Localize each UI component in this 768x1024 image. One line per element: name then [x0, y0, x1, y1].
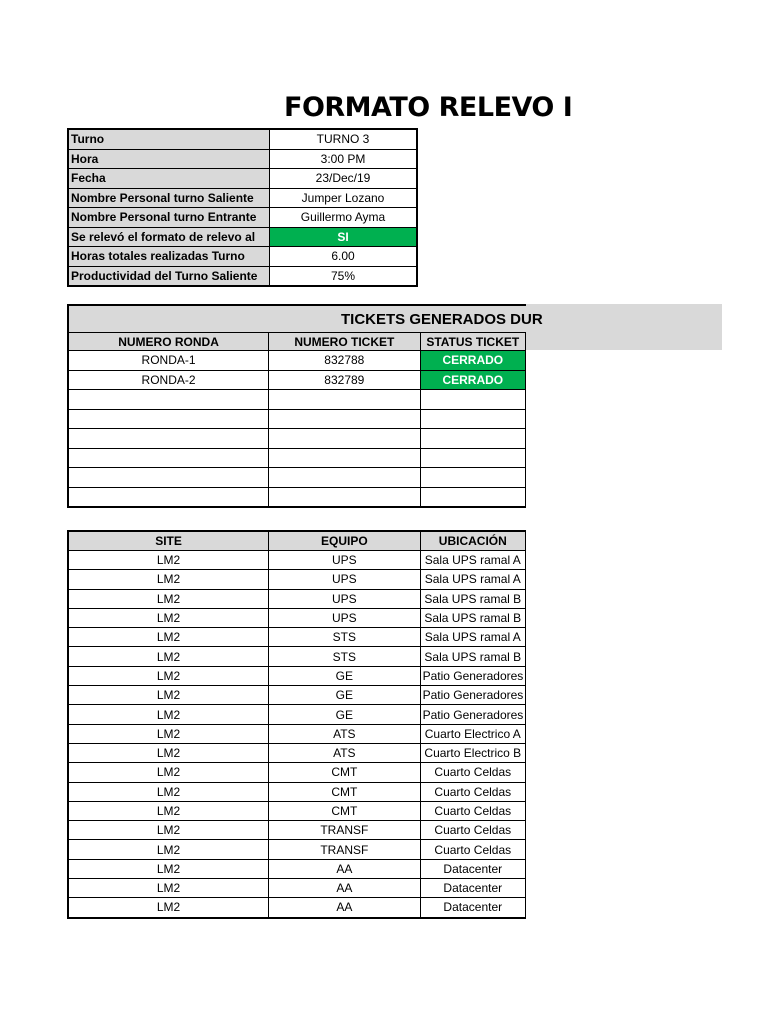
empty-cell[interactable]: [420, 448, 525, 468]
ubicacion-cell[interactable]: Cuarto Celdas: [420, 763, 525, 782]
empty-row: [68, 429, 526, 449]
table-row: [68, 801, 526, 820]
ubicacion-cell[interactable]: Sala UPS ramal A: [420, 570, 525, 589]
empty-cell[interactable]: [269, 409, 420, 429]
empty-row: [68, 390, 526, 410]
table-row: [68, 782, 526, 801]
info-value[interactable]: 75%: [270, 266, 418, 286]
equipo-cell[interactable]: UPS: [269, 570, 420, 589]
info-label: Nombre Personal turno Entrante: [68, 208, 270, 228]
ticket-cell[interactable]: 832789: [269, 370, 420, 390]
table-row: [68, 821, 526, 840]
empty-cell[interactable]: [269, 487, 420, 507]
equipo-cell[interactable]: TRANSF: [269, 840, 420, 859]
tickets-table: [67, 304, 543, 508]
ubicacion-cell[interactable]: Cuarto Celdas: [420, 821, 525, 840]
info-value[interactable]: Guillermo Ayma: [270, 208, 418, 228]
ubicacion-cell[interactable]: Cuarto Celdas: [420, 782, 525, 801]
ubicacion-cell[interactable]: Datacenter: [420, 879, 525, 898]
equipo-cell[interactable]: GE: [269, 666, 420, 685]
info-label: Fecha: [68, 169, 270, 189]
site-cell[interactable]: LM2: [68, 666, 269, 685]
info-row: [68, 169, 417, 189]
ubicacion-cell[interactable]: Cuarto Celdas: [420, 840, 525, 859]
info-label: Horas totales realizadas Turno: [68, 247, 270, 267]
empty-cell[interactable]: [68, 409, 269, 429]
info-label: Turno: [68, 129, 270, 149]
empty-cell[interactable]: [68, 429, 269, 449]
equipo-cell[interactable]: UPS: [269, 608, 420, 627]
equipo-cell[interactable]: CMT: [269, 782, 420, 801]
table-row: [68, 724, 526, 743]
empty-cell[interactable]: [269, 448, 420, 468]
ubicacion-cell[interactable]: Cuarto Celdas: [420, 801, 525, 820]
site-cell[interactable]: LM2: [68, 879, 269, 898]
table-row: [68, 859, 526, 878]
col-header-equipo: EQUIPO: [269, 531, 420, 551]
equipo-cell[interactable]: AA: [269, 879, 420, 898]
info-row: [68, 149, 417, 169]
table-row: [68, 589, 526, 608]
table-row: [68, 570, 526, 589]
empty-cell[interactable]: [68, 448, 269, 468]
empty-cell[interactable]: [68, 390, 269, 410]
equipo-cell[interactable]: AA: [269, 859, 420, 878]
empty-cell[interactable]: [420, 487, 525, 507]
site-cell[interactable]: LM2: [68, 686, 269, 705]
ubicacion-cell[interactable]: Sala UPS ramal A: [420, 551, 525, 570]
table-row: [68, 370, 526, 390]
tickets-title: TICKETS GENERADOS DUR: [68, 305, 526, 333]
equipo-cell[interactable]: UPS: [269, 551, 420, 570]
site-cell[interactable]: LM2: [68, 859, 269, 878]
site-cell[interactable]: LM2: [68, 608, 269, 627]
site-cell[interactable]: LM2: [68, 647, 269, 666]
site-cell[interactable]: LM2: [68, 840, 269, 859]
page-title: FORMATO RELEVO I: [284, 92, 573, 123]
empty-cell[interactable]: [420, 468, 525, 488]
ubicacion-cell[interactable]: Patio Generadores: [420, 666, 525, 685]
table-row: [68, 551, 526, 570]
table-row: [68, 647, 526, 666]
table-row: [68, 763, 526, 782]
empty-cell[interactable]: [68, 468, 269, 488]
ubicacion-cell[interactable]: Patio Generadores: [420, 705, 525, 724]
equipo-cell[interactable]: STS: [269, 647, 420, 666]
site-cell[interactable]: LM2: [68, 743, 269, 762]
table-row: [68, 879, 526, 898]
equipo-cell[interactable]: CMT: [269, 801, 420, 820]
info-row: [68, 129, 417, 149]
equipo-cell[interactable]: AA: [269, 898, 420, 918]
ubicacion-cell[interactable]: Sala UPS ramal A: [420, 628, 525, 647]
info-label: Se relevó el formato de relevo al: [68, 227, 270, 247]
ubicacion-cell[interactable]: Cuarto Electrico A: [420, 724, 525, 743]
info-value[interactable]: 6.00: [270, 247, 418, 267]
info-value[interactable]: 23/Dec/19: [270, 169, 418, 189]
ubicacion-cell[interactable]: Sala UPS ramal B: [420, 647, 525, 666]
tickets-header-band: [526, 304, 722, 350]
ronda-cell[interactable]: RONDA-1: [68, 351, 269, 371]
equipment-body: [68, 551, 526, 918]
site-cell[interactable]: LM2: [68, 782, 269, 801]
col-header: NUMERO RONDA: [68, 333, 269, 351]
info-row: [68, 247, 417, 267]
tickets-title-row: [68, 305, 526, 333]
equipo-cell[interactable]: GE: [269, 705, 420, 724]
ubicacion-cell[interactable]: Sala UPS ramal B: [420, 608, 525, 627]
ronda-cell[interactable]: RONDA-2: [68, 370, 269, 390]
equipo-cell[interactable]: TRANSF: [269, 821, 420, 840]
table-row: [68, 351, 526, 371]
info-label: Nombre Personal turno Saliente: [68, 188, 270, 208]
info-value-status[interactable]: SI: [270, 227, 418, 247]
empty-cell[interactable]: [269, 468, 420, 488]
info-label: Productividad del Turno Saliente: [68, 266, 270, 286]
empty-row: [68, 487, 526, 507]
equipo-cell[interactable]: UPS: [269, 589, 420, 608]
empty-cell[interactable]: [420, 429, 525, 449]
equipo-cell[interactable]: CMT: [269, 763, 420, 782]
table-row: [68, 628, 526, 647]
table-row: [68, 743, 526, 762]
info-row: [68, 266, 417, 286]
site-cell[interactable]: LM2: [68, 821, 269, 840]
info-value[interactable]: 3:00 PM: [270, 149, 418, 169]
empty-cell[interactable]: [420, 390, 525, 410]
table-row: [68, 608, 526, 627]
equipo-cell[interactable]: ATS: [269, 743, 420, 762]
site-cell[interactable]: LM2: [68, 589, 269, 608]
status-cell[interactable]: CERRADO: [420, 370, 525, 390]
col-header-site: SITE: [68, 531, 269, 551]
table-row: [68, 686, 526, 705]
site-cell[interactable]: LM2: [68, 898, 269, 918]
empty-cell[interactable]: [269, 429, 420, 449]
col-header: STATUS TICKET: [420, 333, 525, 351]
col-header-ubicacion: UBICACIÓN: [420, 531, 525, 551]
tickets-header-row: [68, 333, 526, 351]
info-row: [68, 208, 417, 228]
info-value[interactable]: TURNO 3: [270, 129, 418, 149]
equipment-header-row: [68, 531, 526, 551]
site-cell[interactable]: LM2: [68, 763, 269, 782]
equipo-cell[interactable]: GE: [269, 686, 420, 705]
status-cell[interactable]: CERRADO: [420, 351, 525, 371]
empty-cell[interactable]: [68, 487, 269, 507]
col-header: NUMERO TICKET: [269, 333, 420, 351]
table-row: [68, 840, 526, 859]
info-row: [68, 227, 417, 247]
equipo-cell[interactable]: ATS: [269, 724, 420, 743]
empty-cell[interactable]: [420, 409, 525, 429]
site-cell[interactable]: LM2: [68, 705, 269, 724]
site-cell[interactable]: LM2: [68, 570, 269, 589]
site-cell[interactable]: LM2: [68, 551, 269, 570]
site-cell[interactable]: LM2: [68, 801, 269, 820]
empty-row: [68, 409, 526, 429]
table-row: [68, 705, 526, 724]
empty-cell[interactable]: [269, 390, 420, 410]
ubicacion-cell[interactable]: Sala UPS ramal B: [420, 589, 525, 608]
equipo-cell[interactable]: STS: [269, 628, 420, 647]
empty-row: [68, 468, 526, 488]
info-label: Hora: [68, 149, 270, 169]
info-value[interactable]: Jumper Lozano: [270, 188, 418, 208]
shift-info-table: [67, 128, 418, 287]
ubicacion-cell[interactable]: Cuarto Electrico B: [420, 743, 525, 762]
ubicacion-cell[interactable]: Datacenter: [420, 859, 525, 878]
empty-row: [68, 448, 526, 468]
site-cell[interactable]: LM2: [68, 724, 269, 743]
table-row: [68, 666, 526, 685]
ubicacion-cell[interactable]: Datacenter: [420, 898, 525, 918]
ticket-cell[interactable]: 832788: [269, 351, 420, 371]
equipment-table: [67, 530, 526, 919]
info-row: [68, 188, 417, 208]
site-cell[interactable]: LM2: [68, 628, 269, 647]
table-row: [68, 898, 526, 918]
ubicacion-cell[interactable]: Patio Generadores: [420, 686, 525, 705]
